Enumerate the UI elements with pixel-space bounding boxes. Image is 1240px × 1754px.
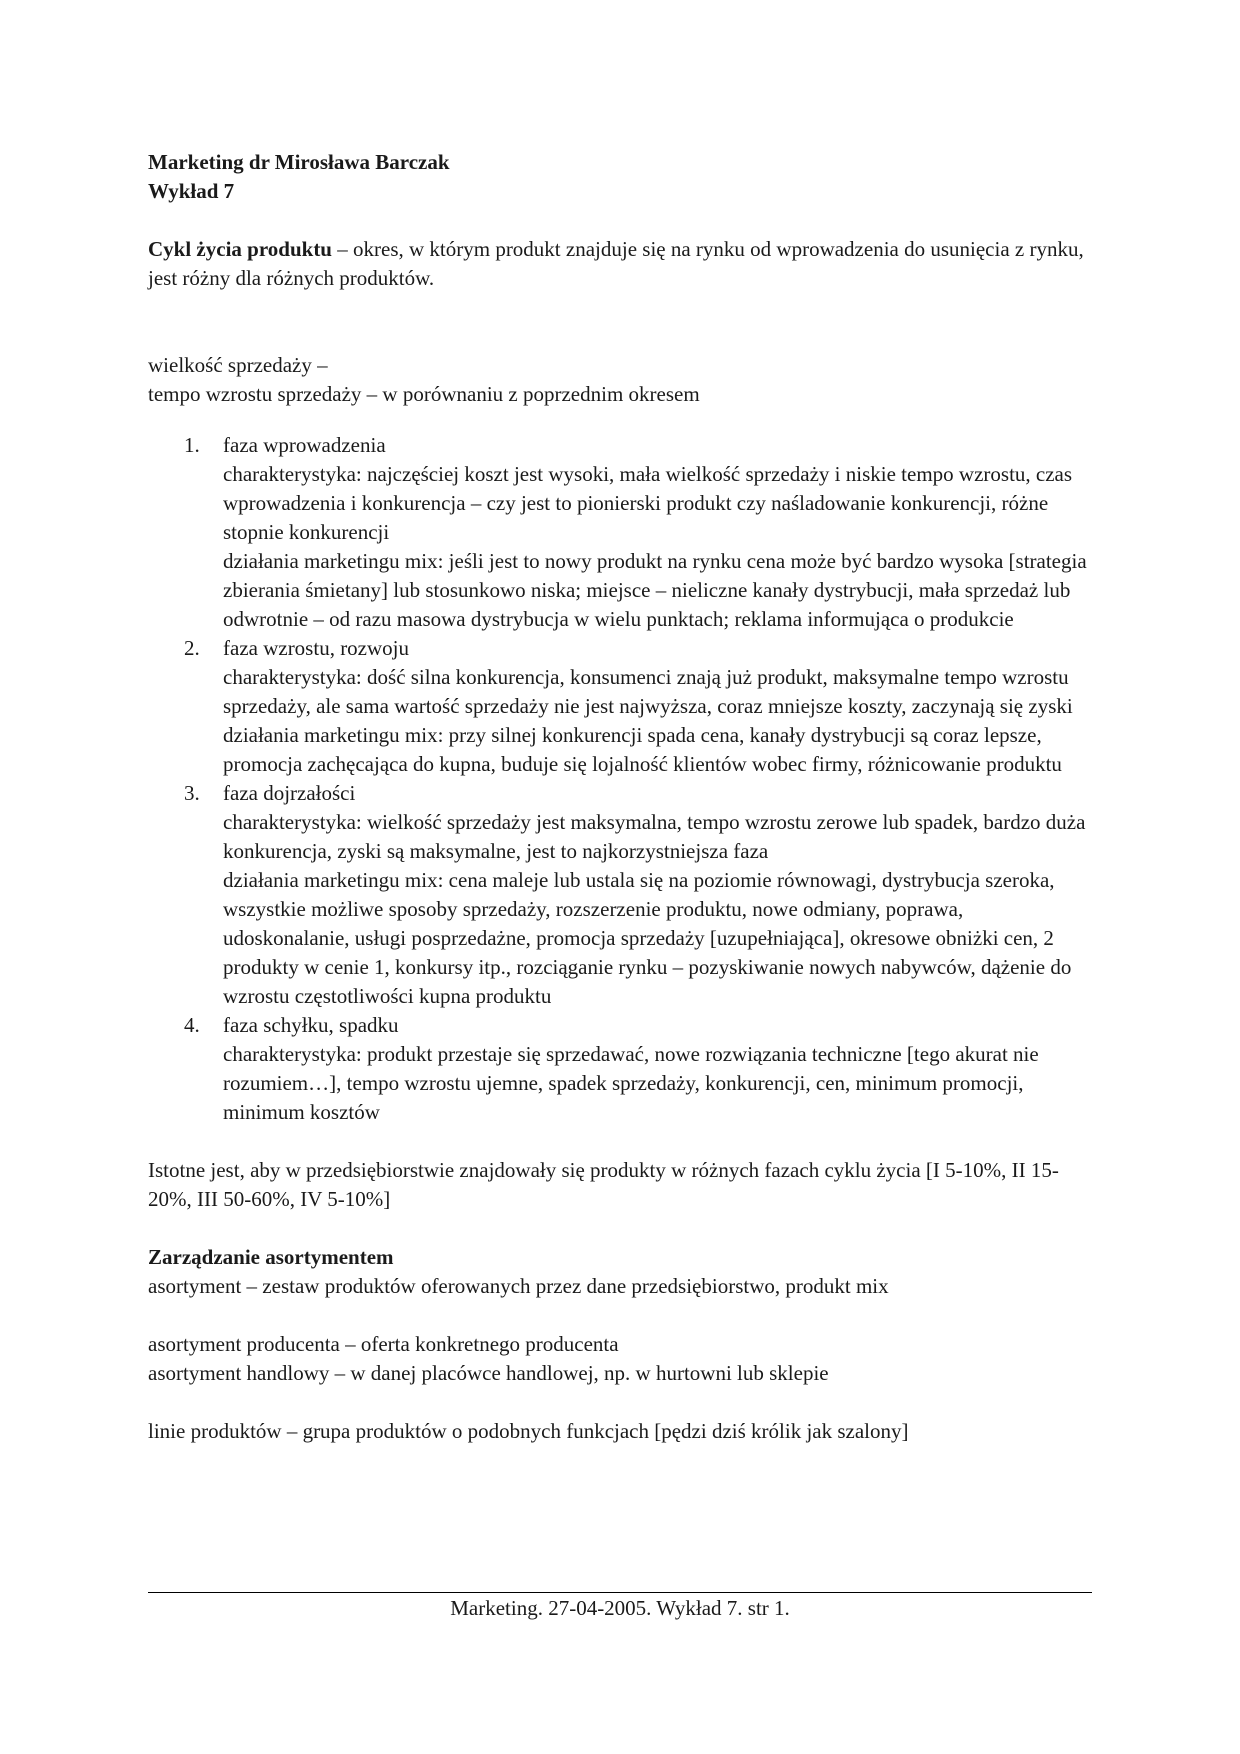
phase-detail: charakterystyka: produkt przestaje się sprzedawać, nowe rozwiązania techniczne [tego akurat nie rozumiem…], tempo wzrostu ujemne, spadek sprzedaży, konkurencji, cen, minimum promocji, minimum kosztów (223, 1042, 1039, 1124)
assortment-type: asortyment producenta – oferta konkretnego producenta (148, 1332, 619, 1356)
phase-number: 1. (184, 433, 200, 457)
phase-detail: charakterystyka: wielkość sprzedaży jest maksymalna, tempo wzrostu zerowe lub spadek, bardzo duża konkurencja, zyski są maksymalne, jest to najkorzystniejsza faza (223, 810, 1086, 863)
definition-text: – okres, w którym produkt znajduje się na rynku od wprowadzenia do usunięcia z rynku, jest różny dla różnych produktów. (148, 237, 1084, 290)
phase-name: faza wzrostu, rozwoju (223, 636, 410, 660)
phase-number: 2. (184, 636, 200, 660)
definition-paragraph (148, 235, 1092, 293)
product-lines: linie produktów – grupa produktów o podobnych funkcjach [pędzi dziś królik jak szalony] (148, 1419, 909, 1443)
phase-item (148, 779, 1092, 1011)
phase-number: 4. (184, 1013, 200, 1037)
phase-detail: działania marketingu mix: jeśli jest to nowy produkt na rynku cena może być bardzo wysoka [strategia zbierania śmietany] lub stosunkowo niska; miejsce – nieliczne kanały dystrybucji, mała sprzedaż lub odwrotnie – od razu masowa dystrybucja w wielu punktach; reklama informująca o produkcie (223, 549, 1087, 631)
measure-line: tempo wzrostu sprzedaży – w porównaniu z poprzednim okresem (148, 382, 700, 406)
phase-item (148, 1011, 1092, 1127)
document-header (148, 148, 1092, 206)
phase-name: faza wprowadzenia (223, 433, 386, 457)
phase-name: faza dojrzałości (223, 781, 356, 805)
assortment-definition: asortyment – zestaw produktów oferowanych przez dane przedsiębiorstwo, produkt mix (148, 1274, 889, 1298)
phase-name: faza schyłku, spadku (223, 1013, 399, 1037)
measure-line: wielkość sprzedaży – (148, 353, 328, 377)
phase-detail: działania marketingu mix: cena maleje lub ustala się na poziomie równowagi, dystrybucja szeroka, wszystkie możliwe sposoby sprzedaży, rozszerzenie produktu, nowe odmiany, poprawa, udoskonalanie, usługi posprzedażne, promocja sprzedaży [uzupełniająca], okresowe obniżki cen, 2 produkty w cenie 1, konkursy itp., rozciąganie rynku – pozyskiwanie nowych nabywców, dążenie do wzrostu częstotliwości kupna produktu (223, 868, 1072, 1008)
phase-detail: działania marketingu mix: przy silnej konkurencji spada cena, kanały dystrybucji są coraz lepsze, promocja zachęcająca do kupna, buduje się lojalność klientów wobec firmy, różnicowanie produktu (223, 723, 1062, 776)
assortment-type: asortyment handlowy – w danej placówce handlowej, np. w hurtowni lub sklepie (148, 1361, 829, 1385)
phase-detail: charakterystyka: najczęściej koszt jest wysoki, mała wielkość sprzedaży i niskie tempo wzrostu, czas wprowadzenia i konkurencja – czy jest to pionierski produkt czy naśladowanie konkurencji, różne stopnie konkurencji (223, 462, 1073, 544)
page-footer: Marketing. 27-04-2005. Wykład 7. str 1. (450, 1596, 790, 1620)
footer-divider (148, 1592, 1092, 1593)
phase-list (148, 431, 1092, 1127)
document-title: Marketing dr Mirosława Barczak (148, 150, 450, 174)
phase-number: 3. (184, 781, 200, 805)
summary-paragraph: Istotne jest, aby w przedsiębiorstwie znajdowały się produkty w różnych fazach cyklu życia [I 5-10%, II 15-20%, III 50-60%, IV 5-10%] (148, 1158, 1059, 1211)
phase-item (148, 634, 1092, 779)
lecture-number: Wykład 7 (148, 179, 235, 203)
definition-term: Cykl życia produktu (148, 237, 332, 261)
phase-detail: charakterystyka: dość silna konkurencja, konsumenci znają już produkt, maksymalne tempo wzrostu sprzedaży, ale sama wartość sprzedaży nie jest najwyższa, coraz mniejsze koszty, zaczynają się zyski (223, 665, 1073, 718)
document-page (148, 148, 1092, 1446)
phase-item (148, 431, 1092, 634)
section-heading: Zarządzanie asortymentem (148, 1245, 394, 1269)
